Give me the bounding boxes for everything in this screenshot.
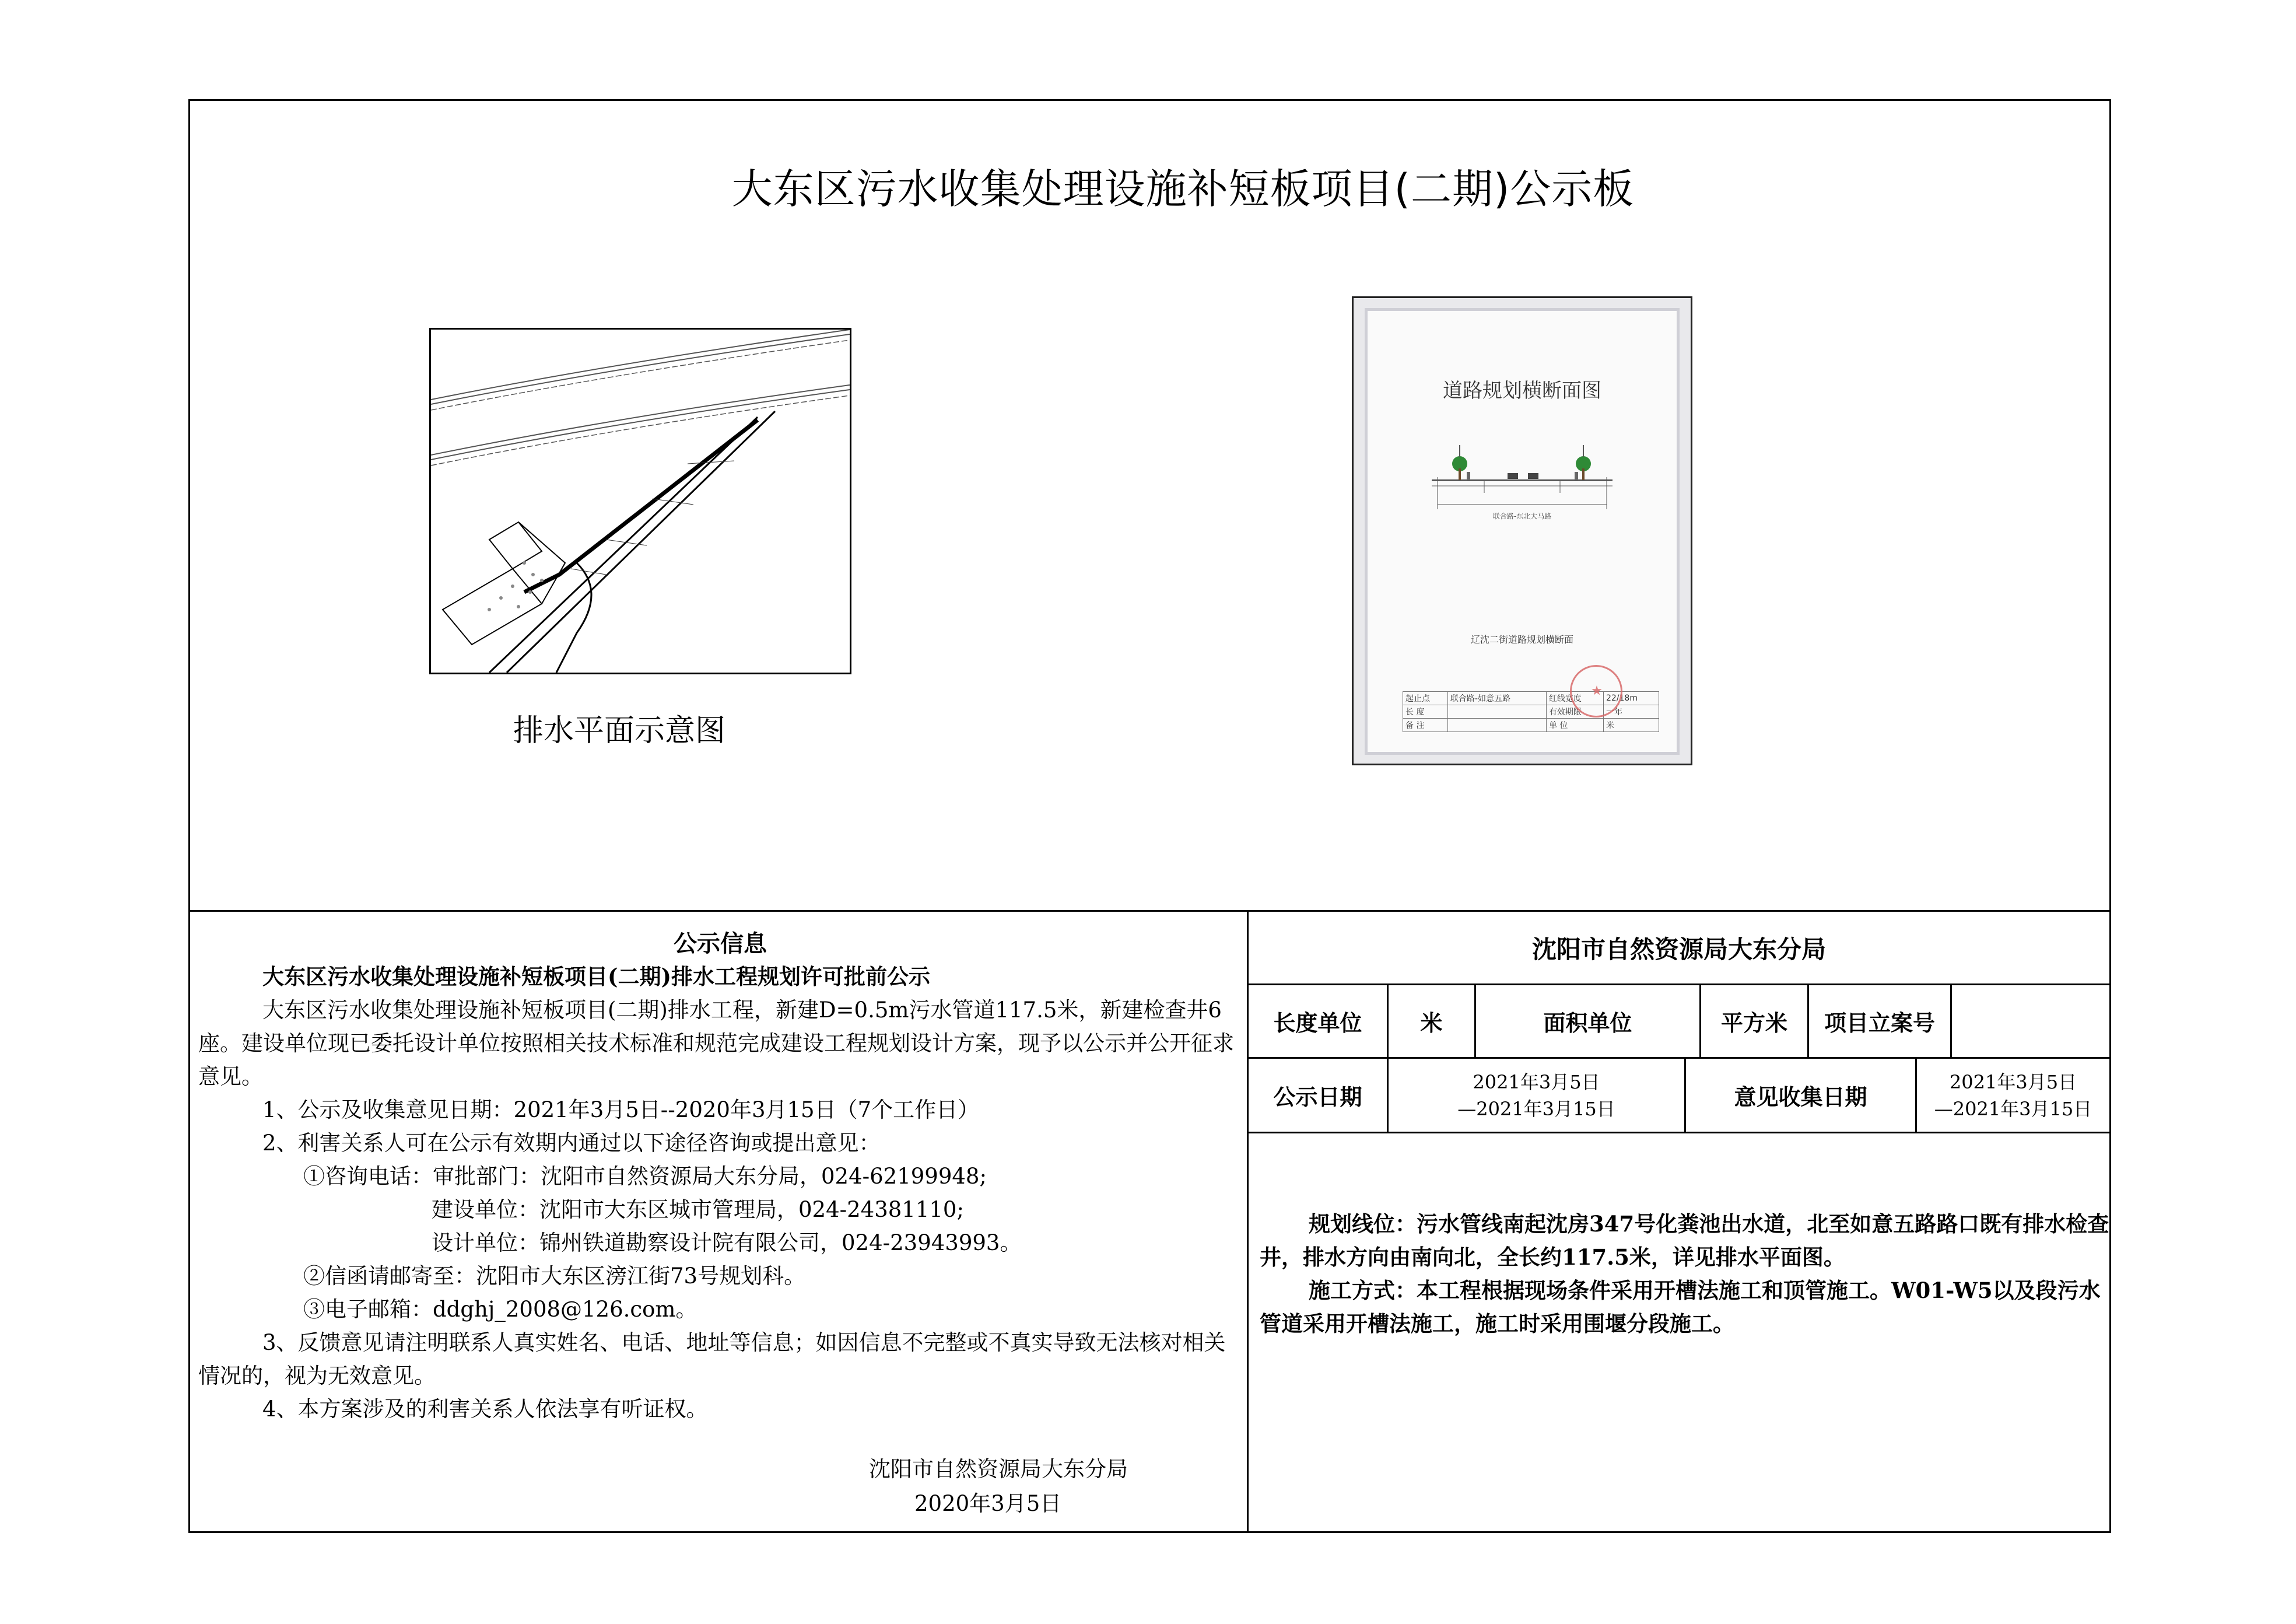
unit-value: 米 [1603,719,1659,732]
notice-sign-date: 2020年3月5日 [914,1491,1062,1516]
project-description [1260,1208,2111,1340]
notice-phone-builder: 建设单位：沈阳市大东区城市管理局，024-24381110; [432,1197,964,1222]
publish-date-value [1389,1059,1686,1132]
agency-name: 沈阳市自然资源局大东分局 [1249,912,2109,985]
notice-sign-org: 沈阳市自然资源局大东分局 [869,1457,1128,1482]
length-value [1447,705,1546,719]
notice-item-3: 3、反馈意见请注明联系人真实姓名、电话、地址等信息；如因信息不完整或不真实导致无法核对相关情况的，视为无效意见。 [198,1330,1226,1388]
remark-value [1447,719,1546,732]
official-seal [1570,665,1622,718]
road-section-road-label: 联合路-东北大马路 [1492,512,1552,520]
dates-row [1249,1059,2109,1133]
publish-date-start: 2021年3月5日 [1473,1070,1600,1093]
publish-date-end: —2021年3月15日 [1457,1097,1615,1120]
notice-phone-approval: ①咨询电话：审批部门：沈阳市自然资源局大东分局，024-62199948; [303,1164,987,1189]
publish-date-label: 公示日期 [1249,1059,1389,1132]
notice-subheading: 大东区污水收集处理设施补短板项目(二期)排水工程规划许可批前公示 [262,964,931,989]
notice-mail: ②信函请邮寄至：沈阳市大东区滂江街73号规划科。 [303,1264,806,1289]
notice-email: ③电子邮箱：ddghj_2008@126.com。 [303,1297,697,1322]
construction-text: 施工方式：本工程根据现场条件采用开槽法施工和顶管施工。W01-W5以及段污水管道采用开槽法施工，施工时采用围堰分段施工。 [1260,1278,2101,1336]
notice-heading: 公示信息 [674,930,767,957]
road-section-title: 道路规划横断面图 [1443,379,1601,402]
page-title: 大东区污水收集处理设施补短板项目(二期)公示板 [731,165,1635,213]
drainage-plan-svg [431,330,850,673]
area-unit-label: 面积单位 [1476,985,1701,1057]
route-text: 规划线位：污水管线南起沈房347号化粪池出水道，北至如意五路路口既有排水检查井，排水方向由南向北，全长约117.5米，详见排水平面图。 [1260,1211,2109,1270]
notice-item-1: 1、公示及收集意见日期：2021年3月5日--2020年3月15日（7个工作日） [262,1097,980,1122]
length-unit-value: 米 [1389,985,1476,1057]
drainage-plan-drawing [429,328,851,674]
road-section-caption: 辽沈二街道路规划横断面 [1470,634,1573,645]
feedback-date-start: 2021年3月5日 [1949,1070,2077,1093]
width-label: 红线宽度 [1546,692,1603,705]
notice-paragraph: 大东区污水收集处理设施补短板项目(二期)排水工程，新建D=0.5m污水管道117.5米，新建检查井6座。建设单位现已委托设计单位按照相关技术标准和规范完成建设工程规划设计方案，现予以公示并公开征求意见。 [198,998,1234,1089]
drainage-plan-caption: 排水平面示意图 [513,713,726,748]
notice-item-4: 4、本方案涉及的利害关系人依法享有听证权。 [262,1396,708,1422]
valid-label: 有效期限 [1546,705,1603,719]
length-unit-label: 长度单位 [1249,985,1389,1057]
remark-label: 备 注 [1403,719,1448,732]
project-no-label: 项目立案号 [1809,985,1952,1057]
notice-phone-designer: 设计单位：锦州铁道勘察设计院有限公司，024-23943993。 [432,1230,1022,1255]
feedback-date-label: 意见收集日期 [1686,1059,1917,1132]
area-unit-value: 平方米 [1701,985,1809,1057]
width-value: 22/18m [1603,692,1659,705]
feedback-date-end: —2021年3月15日 [1934,1097,2092,1120]
start-label: 起止点 [1403,692,1448,705]
feedback-date-value [1917,1059,2109,1132]
valid-value: 一年 [1603,705,1659,719]
unit-label: 单 位 [1546,719,1603,732]
notice-section [198,928,1242,1426]
units-row [1249,985,2109,1059]
notice-item-2: 2、利害关系人可在公示有效期内通过以下途径咨询或提出意见： [262,1130,881,1156]
project-no-value [1952,985,2109,1057]
length-label: 长 度 [1403,705,1448,719]
start-value: 联合路-如意五路 [1447,692,1546,705]
